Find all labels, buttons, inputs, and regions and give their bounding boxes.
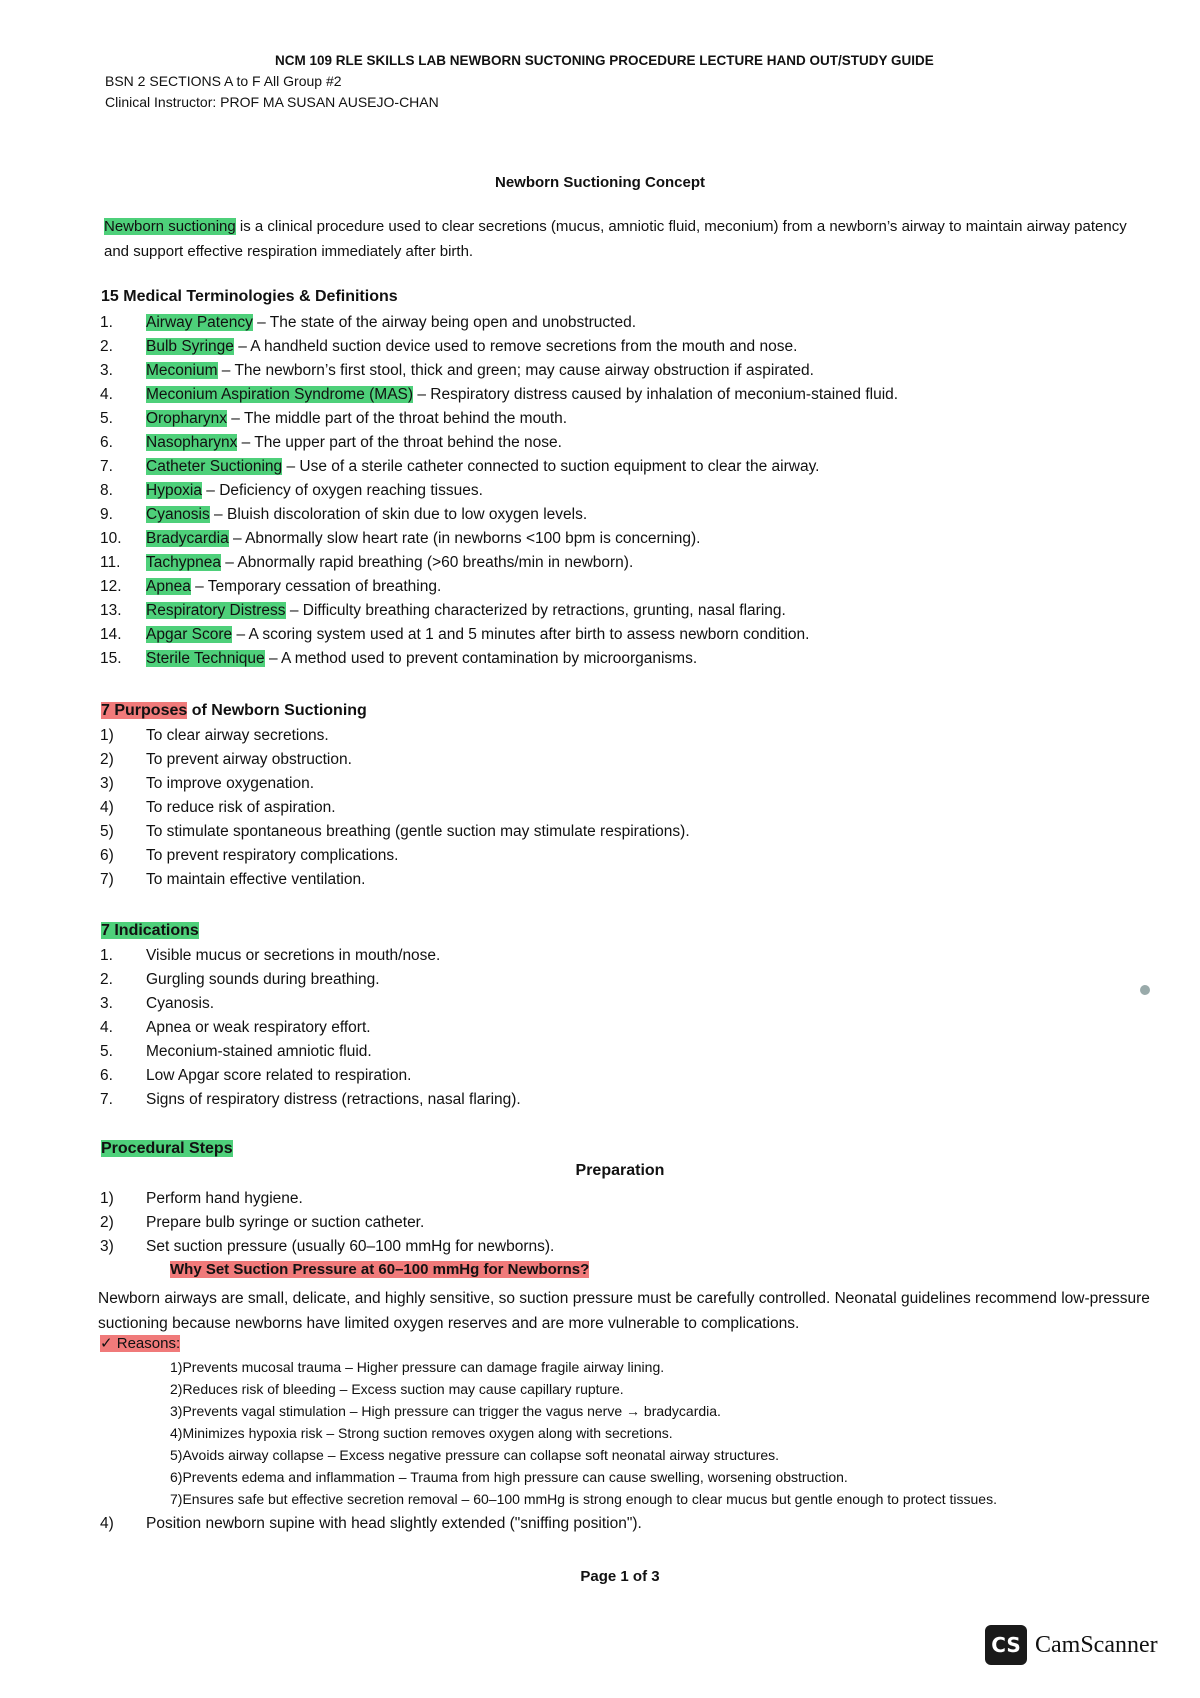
indication-num: 1. [100,947,113,964]
purpose-text: To prevent respiratory complications. [146,847,399,864]
indication-text: Gurgling sounds during breathing. [146,971,380,988]
step-item [100,1235,1150,1259]
reason-item: 1)Prevents mucosal trauma – Higher pressure can damage fragile airway lining. [170,1359,665,1375]
indication-num: 5. [100,1043,113,1060]
term-definition: – A handheld suction device used to remove secretions from the mouth and nose. [233,338,798,355]
terminologies-list [100,311,1150,671]
term-item [100,311,1150,335]
indication-item [100,1088,1150,1112]
indications-title-text: 7 Indications [101,922,199,939]
term-name: Bulb Syringe [146,338,234,355]
purpose-item [100,868,1150,892]
header-sections: BSN 2 SECTIONS A to F All Group #2 [105,73,342,89]
indication-item [100,968,1150,992]
term-item [100,623,1150,647]
term-name: Bradycardia [146,530,229,547]
why-heading-text: Why Set Suction Pressure at 60–100 mmHg for Newborns? [170,1261,590,1278]
term-definition: – Use of a sterile catheter connected to suction equipment to clear the airway. [282,458,820,475]
term-num: 6. [100,434,113,451]
term-item [100,527,1150,551]
indication-text: Low Apgar score related to respiration. [146,1067,412,1084]
step-item [100,1512,1150,1536]
indication-num: 2. [100,971,113,988]
term-name: Airway Patency [146,314,253,331]
purpose-text: To reduce risk of aspiration. [146,799,336,816]
procedure-title-text: Procedural Steps [101,1140,233,1157]
purpose-num: 1) [100,727,114,744]
terminologies-title: 15 Medical Terminologies & Definitions [101,288,398,305]
indication-text: Cyanosis. [146,995,215,1012]
purpose-text: To improve oxygenation. [146,775,315,792]
term-name: Apnea [146,578,191,595]
purposes-title-rest: of Newborn Suctioning [187,702,367,719]
step-text: Perform hand hygiene. [146,1190,303,1207]
term-item [100,575,1150,599]
why-paragraph: Newborn airways are small, delicate, and highly sensitive, so suction pressure must be carefully controlled. Neonatal guidelines recommend low-pressure suctioning because newborns have limited oxygen reserves and are more vulnerable to complications. [98,1290,1150,1332]
indication-item [100,1064,1150,1088]
reasons-label [100,1334,180,1352]
page-number: Page 1 of 3 [580,1568,660,1585]
purpose-text: To stimulate spontaneous breathing (gentle suction may stimulate respirations). [146,823,690,840]
purpose-item [100,820,1150,844]
step-item [100,1187,1150,1211]
concept-term: Newborn suctioning [104,218,236,235]
term-num: 14. [100,626,122,643]
camscanner-text: CamScanner [1035,1631,1158,1658]
reason-item: 7)Ensures safe but effective secretion removal – 60–100 mmHg is strong enough to clear mucus but gentle enough to protect tissues. [170,1491,997,1507]
term-item [100,647,1150,671]
term-definition: – A method used to prevent contamination by microorganisms. [264,650,698,667]
term-num: 15. [100,650,122,667]
purpose-num: 6) [100,847,114,864]
reason-item: 6)Prevents edema and inflammation – Trauma from high pressure can cause swelling, worsening obstruction. [170,1469,848,1485]
indications-title [101,922,199,940]
reasons-label-text: ✓ Reasons: [100,1335,181,1352]
purposes-list [100,724,1150,892]
term-num: 10. [100,530,122,547]
term-item [100,359,1150,383]
term-definition: – Respiratory distress caused by inhalation of meconium-stained fluid. [413,386,899,403]
purpose-num: 2) [100,751,114,768]
camscanner-logo-icon: CS [985,1625,1027,1665]
purpose-text: To prevent airway obstruction. [146,751,352,768]
purposes-title [101,702,367,720]
why-heading [170,1261,589,1278]
term-num: 12. [100,578,122,595]
purpose-num: 7) [100,871,114,888]
term-name: Respiratory Distress [146,602,286,619]
term-item [100,335,1150,359]
concept-title: Newborn Suctioning Concept [495,174,705,191]
header-title: NCM 109 RLE SKILLS LAB NEWBORN SUCTONING PROCEDURE LECTURE HAND OUT/STUDY GUIDE [275,53,934,68]
term-num: 8. [100,482,113,499]
term-item [100,503,1150,527]
purpose-text: To maintain effective ventilation. [146,871,366,888]
header-instructor: Clinical Instructor: PROF MA SUSAN AUSEJO-CHAN [105,94,439,110]
reason-item: 4)Minimizes hypoxia risk – Strong suction removes oxygen along with secretions. [170,1425,673,1441]
step-num: 1) [100,1190,114,1207]
term-name: Meconium [146,362,218,379]
term-item [100,431,1150,455]
indication-text: Visible mucus or secretions in mouth/nose. [146,947,441,964]
preparation-title: Preparation [575,1162,665,1179]
term-name: Catheter Suctioning [146,458,283,475]
term-definition: – Abnormally slow heart rate (in newborns <100 bpm is concerning). [228,530,701,547]
procedure-title [101,1140,233,1158]
purpose-num: 3) [100,775,114,792]
purpose-item [100,796,1150,820]
camscanner-watermark [985,1625,1158,1665]
purpose-text: To clear airway secretions. [146,727,329,744]
term-num: 9. [100,506,113,523]
term-num: 13. [100,602,122,619]
purpose-num: 4) [100,799,114,816]
term-num: 11. [100,554,121,571]
indication-item [100,992,1150,1016]
step-item [100,1211,1150,1235]
document-header [105,50,1105,113]
term-name: Apgar Score [146,626,233,643]
term-num: 2. [100,338,113,355]
purpose-item [100,748,1150,772]
term-item [100,407,1150,431]
step-text: Position newborn supine with head slightly extended ("sniffing position"). [146,1515,642,1532]
indication-num: 6. [100,1067,113,1084]
term-definition: – Deficiency of oxygen reaching tissues. [202,482,483,499]
step-text: Set suction pressure (usually 60–100 mmHg for newborns). [146,1238,555,1255]
term-num: 5. [100,410,113,427]
term-name: Nasopharynx [146,434,238,451]
term-definition: – Abnormally rapid breathing (>60 breaths/min in newborn). [220,554,634,571]
term-item [100,383,1150,407]
purpose-num: 5) [100,823,114,840]
term-definition: – Difficulty breathing characterized by retractions, grunting, nasal flaring. [285,602,786,619]
term-definition: – Bluish discoloration of skin due to low oxygen levels. [209,506,588,523]
step-num: 3) [100,1238,114,1255]
preparation-steps [100,1187,1150,1259]
indication-num: 4. [100,1019,113,1036]
purpose-item [100,772,1150,796]
indication-text: Apnea or weak respiratory effort. [146,1019,371,1036]
term-name: Hypoxia [146,482,202,499]
step-num: 2) [100,1214,114,1231]
indication-text: Signs of respiratory distress (retractions, nasal flaring). [146,1091,521,1108]
term-definition: – A scoring system used at 1 and 5 minutes after birth to assess newborn condition. [232,626,810,643]
term-definition: – The state of the airway being open and unobstructed. [252,314,636,331]
term-name: Cyanosis [146,506,210,523]
reason-item: 3)Prevents vagal stimulation – High pressure can trigger the vagus nerve → bradycardia. [170,1403,721,1419]
concept-paragraph [104,214,1144,264]
purposes-title-highlight: 7 Purposes [101,702,188,719]
pin-mark [1140,985,1150,995]
purpose-item [100,844,1150,868]
term-item [100,455,1150,479]
reason-item: 5)Avoids airway collapse – Excess negative pressure can collapse soft neonatal airway structures. [170,1447,780,1463]
indication-text: Meconium-stained amniotic fluid. [146,1043,372,1060]
step-num: 4) [100,1515,114,1532]
indication-item [100,944,1150,968]
term-num: 7. [100,458,113,475]
indication-num: 3. [100,995,113,1012]
term-num: 4. [100,386,113,403]
term-name: Meconium Aspiration Syndrome (MAS) [146,386,414,403]
term-definition: – The middle part of the throat behind the mouth. [226,410,568,427]
concept-text: is a clinical procedure used to clear secretions (mucus, amniotic fluid, meconium) from a newborn’s airway to maintain airway patency and support effective respiration immediately after birth. [104,218,1127,260]
indications-list [100,944,1150,1112]
term-item [100,479,1150,503]
term-item [100,551,1150,575]
purpose-item [100,724,1150,748]
reasons-list [170,1356,1150,1510]
term-name: Tachypnea [146,554,221,571]
indication-item [100,1040,1150,1064]
step-4-list [100,1512,1150,1536]
term-definition: – The newborn’s first stool, thick and green; may cause airway obstruction if aspirated. [217,362,814,379]
term-definition: – Temporary cessation of breathing. [190,578,442,595]
term-item [100,599,1150,623]
term-name: Oropharynx [146,410,227,427]
step-text: Prepare bulb syringe or suction catheter. [146,1214,425,1231]
term-definition: – The upper part of the throat behind the nose. [237,434,562,451]
indication-num: 7. [100,1091,113,1108]
term-num: 3. [100,362,113,379]
indication-item [100,1016,1150,1040]
reason-item: 2)Reduces risk of bleeding – Excess suction may cause capillary rupture. [170,1381,624,1397]
term-num: 1. [100,314,113,331]
term-name: Sterile Technique [146,650,265,667]
